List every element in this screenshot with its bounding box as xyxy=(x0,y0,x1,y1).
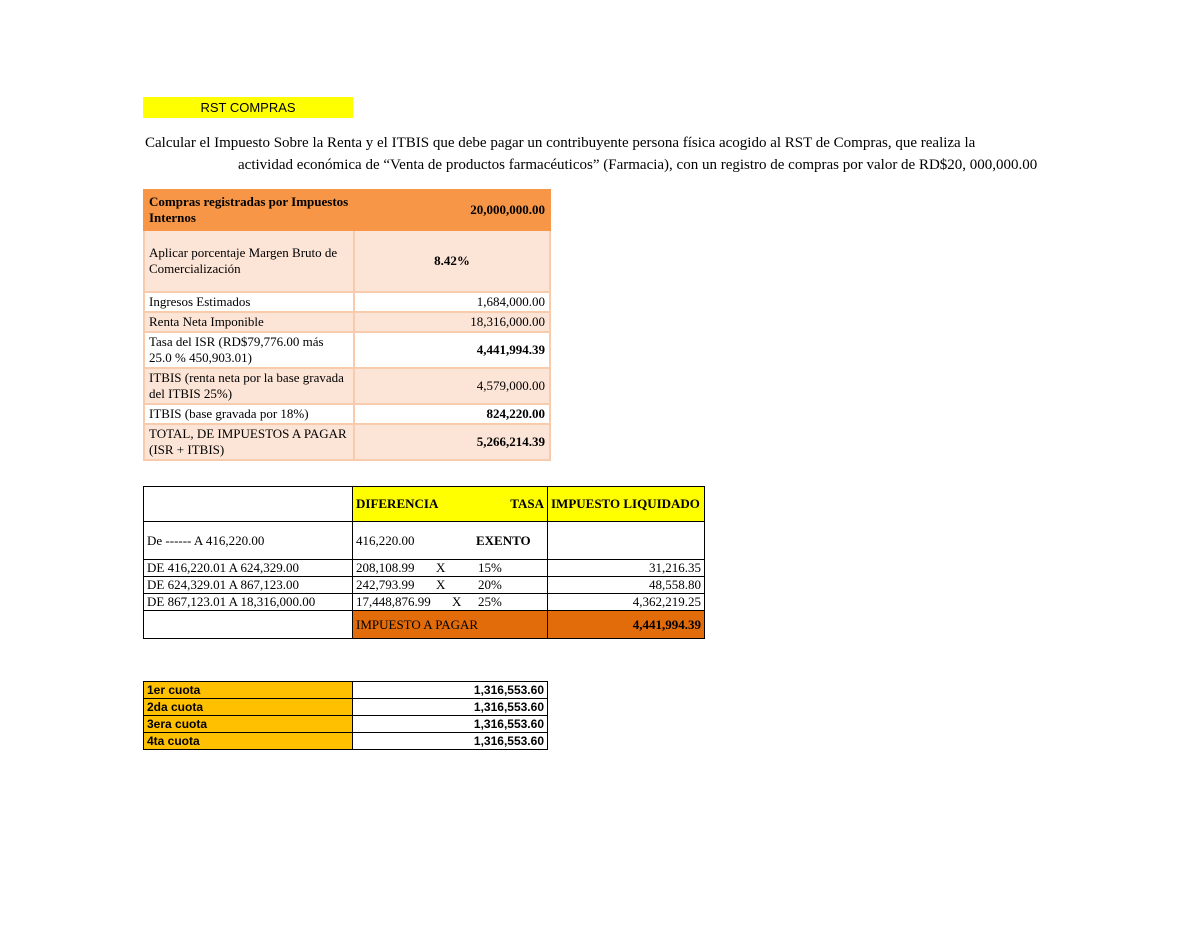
summary-row-label: Ingresos Estimados xyxy=(144,292,354,312)
brackets-total-empty xyxy=(144,611,353,639)
summary-total-label: TOTAL, DE IMPUESTOS A PAGAR (ISR + ITBIS) xyxy=(144,424,354,460)
cuotas-table xyxy=(143,681,548,750)
summary-row xyxy=(144,368,550,404)
summary-row-value: 4,441,994.39 xyxy=(354,332,550,368)
cuota-value: 1,316,553.60 xyxy=(353,716,548,733)
page-title: RST COMPRAS xyxy=(143,97,353,118)
bracket-diff: 208,108.99 xyxy=(356,560,415,575)
bracket-diff: 416,220.00 xyxy=(356,532,415,548)
bracket-rate: 25% xyxy=(478,594,502,609)
bracket-diff-rate xyxy=(353,560,548,577)
intro-line-2: actividad económica de “Venta de productos farmacéuticos” (Farmacia), con un registro de compras por valor de RD$20, 000,000.00 xyxy=(238,157,1038,173)
bracket-row xyxy=(144,560,705,577)
brackets-total-value: 4,441,994.39 xyxy=(548,611,705,639)
summary-total-value: 5,266,214.39 xyxy=(354,424,550,460)
bracket-row xyxy=(144,522,705,560)
bracket-range: DE 867,123.01 A 18,316,000.00 xyxy=(144,594,353,611)
bracket-rate: 15% xyxy=(478,560,502,575)
bracket-rate: EXENTO xyxy=(476,532,531,548)
header-diferencia: DIFERENCIA xyxy=(356,496,439,511)
bracket-tax: 48,558.80 xyxy=(548,577,705,594)
cuota-row xyxy=(144,682,548,699)
brackets-header-diferencia-tasa xyxy=(353,487,548,522)
summary-row-label: ITBIS (renta neta por la base gravada del ITBIS 25%) xyxy=(144,368,354,404)
bracket-x: X xyxy=(452,594,462,609)
cuota-value: 1,316,553.60 xyxy=(353,733,548,750)
summary-table xyxy=(143,189,551,461)
bracket-diff: 242,793.99 xyxy=(356,577,415,592)
summary-total-row xyxy=(144,424,550,460)
cuota-row xyxy=(144,733,548,750)
bracket-rate: 20% xyxy=(478,577,502,592)
summary-row-label: Renta Neta Imponible xyxy=(144,312,354,332)
cuota-label: 4ta cuota xyxy=(144,733,353,750)
bracket-row xyxy=(144,577,705,594)
bracket-row xyxy=(144,594,705,611)
summary-row-value: 18,316,000.00 xyxy=(354,312,550,332)
bracket-tax: 4,362,219.25 xyxy=(548,594,705,611)
summary-row xyxy=(144,404,550,424)
summary-header-value: 20,000,000.00 xyxy=(354,190,550,230)
bracket-x: X xyxy=(436,560,446,575)
brackets-header-empty xyxy=(144,487,353,522)
intro-line-1: Calcular el Impuesto Sobre la Renta y el ITBIS que debe pagar un contribuyente persona física acogido al RST de Compras, que realiza la xyxy=(145,135,976,151)
bracket-diff: 17,448,876.99 xyxy=(356,594,431,609)
bracket-range: De ------ A 416,220.00 xyxy=(144,522,353,560)
summary-row xyxy=(144,312,550,332)
bracket-tax: 31,216.35 xyxy=(548,560,705,577)
cuota-value: 1,316,553.60 xyxy=(353,699,548,716)
bracket-diff-rate xyxy=(353,522,548,560)
summary-header-label: Compras registradas por Impuestos Internos xyxy=(144,190,354,230)
bracket-tax xyxy=(548,522,705,560)
bracket-range: DE 624,329.01 A 867,123.00 xyxy=(144,577,353,594)
summary-margen-row xyxy=(144,230,550,292)
summary-row-label: Tasa del ISR (RD$79,776.00 más 25.0 % 450,903.01) xyxy=(144,332,354,368)
isr-brackets-table xyxy=(143,486,705,639)
summary-header-row xyxy=(144,190,550,230)
header-impuesto-liquidado: IMPUESTO LIQUIDADO xyxy=(548,487,705,522)
brackets-total-label: IMPUESTO A PAGAR xyxy=(353,611,548,639)
bracket-x: X xyxy=(436,577,446,592)
bracket-diff-rate xyxy=(353,594,548,611)
bracket-diff-rate xyxy=(353,577,548,594)
summary-row xyxy=(144,332,550,368)
summary-row-value: 824,220.00 xyxy=(354,404,550,424)
cuota-row xyxy=(144,716,548,733)
summary-margen-value: 8.42% xyxy=(354,230,550,292)
summary-row-label: ITBIS (base gravada por 18%) xyxy=(144,404,354,424)
cuota-label: 2da cuota xyxy=(144,699,353,716)
brackets-header-row xyxy=(144,487,705,522)
summary-row xyxy=(144,292,550,312)
summary-row-value: 4,579,000.00 xyxy=(354,368,550,404)
header-tasa: TASA xyxy=(510,496,544,511)
bracket-range: DE 416,220.01 A 624,329.00 xyxy=(144,560,353,577)
brackets-total-row xyxy=(144,611,705,639)
cuota-value: 1,316,553.60 xyxy=(353,682,548,699)
cuota-label: 3era cuota xyxy=(144,716,353,733)
summary-margen-label: Aplicar porcentaje Margen Bruto de Comercialización xyxy=(144,230,354,292)
cuota-label: 1er cuota xyxy=(144,682,353,699)
summary-row-value: 1,684,000.00 xyxy=(354,292,550,312)
cuota-row xyxy=(144,699,548,716)
